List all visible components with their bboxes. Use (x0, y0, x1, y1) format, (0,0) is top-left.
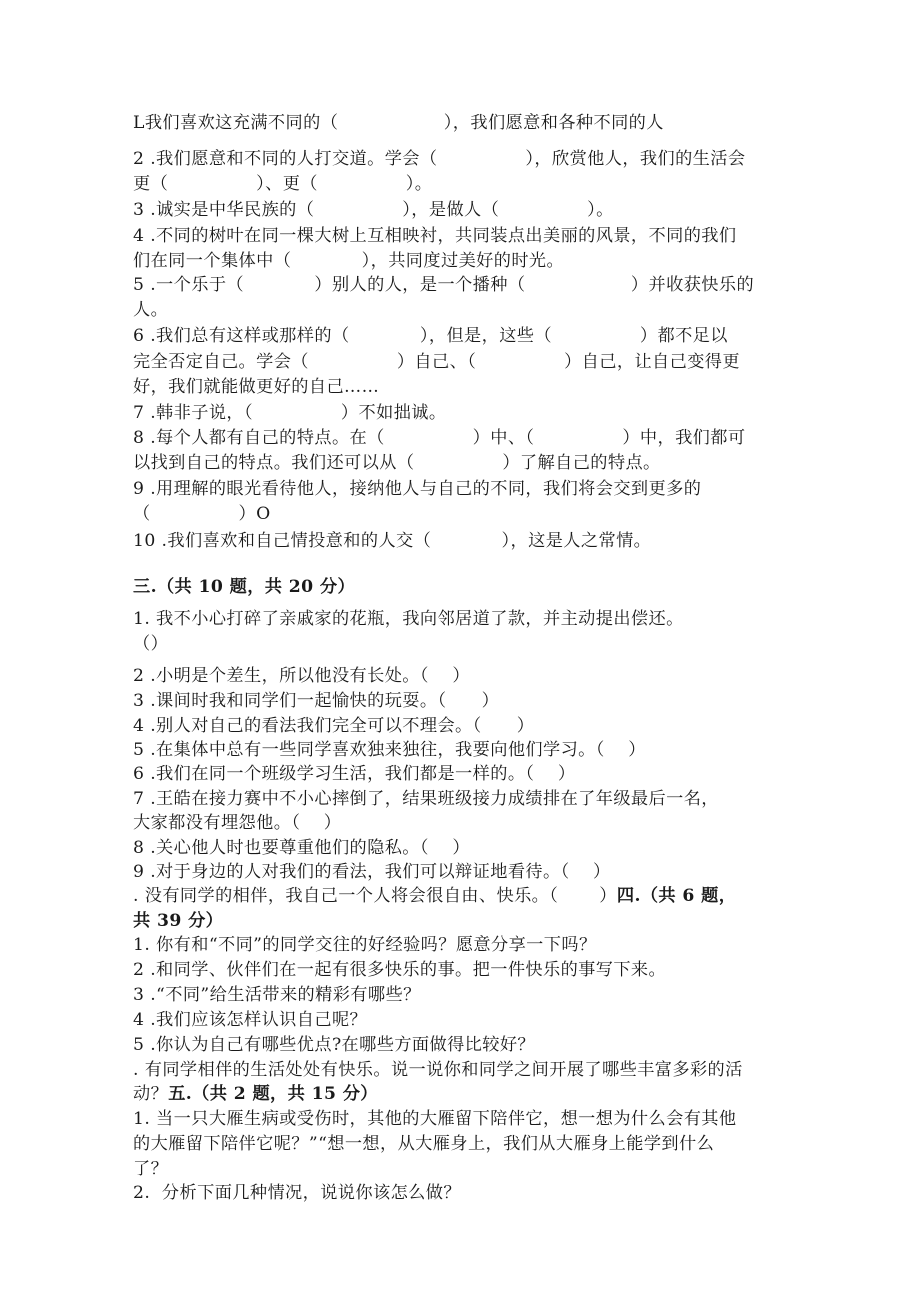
line-text: 4 .别人对自己的看法我们完全可以不理会。（ ） (133, 716, 535, 736)
fill-q9-line-2 (133, 502, 783, 526)
tf-q2 (133, 664, 783, 688)
line-text: 3 .诚实是中华民族的（ ），是做人（ ）。 (133, 200, 614, 220)
tf-q8 (133, 836, 783, 860)
tf-q3 (133, 689, 783, 713)
line-text: 动？ (133, 1084, 169, 1104)
line-text: 9 .用理解的眼光看待他人，接纳他人与自己的不同，我们将会交到更多的 (133, 479, 702, 499)
line-text: . 有同学相伴的生活处处有快乐。说一说你和同学之间开展了哪些丰富多彩的活 (133, 1060, 743, 1080)
section-4-heading-cont (133, 909, 783, 933)
tf-q10-and-section-4-heading (133, 884, 783, 908)
tf-q9 (133, 860, 783, 884)
line-text: 8 .每个人都有自己的特点。在（ ）中、（ ）中，我们都可 (133, 428, 746, 448)
sa-q6-line-2-and-section-5-heading (133, 1082, 783, 1106)
heading-text: 共 39 分） (133, 911, 224, 931)
essay-q2 (133, 1181, 783, 1205)
tf-q5 (133, 738, 783, 762)
fill-q5-line-2 (133, 298, 783, 322)
fill-q2-line-1 (133, 147, 783, 171)
line-text: 3 .课间时我和同学们一起愉快的玩耍。（ ） (133, 691, 500, 711)
fill-q6-line-3 (133, 375, 783, 399)
essay-q1-line-1 (133, 1107, 783, 1131)
fill-q8-line-2 (133, 451, 783, 475)
fill-q4-line-2 (133, 249, 783, 273)
line-text: . 没有同学的相伴，我自己一个人将会很自由、快乐。（ ） (133, 886, 617, 906)
line-text: 的大雁留下陪伴它呢？”“想一想，从大雁身上，我们从大雁身上能学到什么 (133, 1134, 715, 1154)
line-text: （ ）O (133, 504, 271, 524)
line-text: 2 .小明是个差生，所以他没有长处。（ ） (133, 666, 470, 686)
fill-q3-line-1 (133, 198, 783, 222)
line-text: 7 .韩非子说，（ ）不如拙诚。 (133, 403, 447, 423)
section-4-heading: 四.（共 6 题， (616, 886, 737, 906)
fill-q6-line-1 (133, 324, 783, 348)
fill-q1-line-1 (133, 111, 783, 135)
line-text: 7 .王皓在接力赛中不小心摔倒了，结果班级接力成绩排在了年级最后一名， (133, 789, 719, 809)
tf-q1-line-2 (133, 632, 783, 656)
fill-q7-line-1 (133, 401, 783, 425)
line-text: 1. 你有和“不同”的同学交往的好经验吗？愿意分享一下吗？ (133, 935, 597, 955)
heading-text: 三.（共 10 题，共 20 分） (133, 577, 356, 597)
fill-q6-line-2 (133, 350, 783, 374)
line-text: 6 .我们总有这样或那样的（ ），但是，这些（ ）都不足以 (133, 326, 728, 346)
line-text: 4 .我们应该怎样认识自己呢？ (133, 1010, 368, 1030)
line-text: 完全否定自己。学会（ ）自己、（ ）自己，让自己变得更 (133, 352, 740, 372)
fill-q4-line-1 (133, 224, 783, 248)
tf-q1-line-1 (133, 607, 783, 631)
line-text: 以找到自己的特点。我们还可以从（ ）了解自己的特点。 (133, 453, 661, 473)
line-text: 2 .和同学、伙伴们在一起有很多快乐的事。把一件快乐的事写下来。 (133, 960, 667, 980)
essay-q1-line-3 (133, 1157, 783, 1181)
line-text: 好，我们就能做更好的自己…… (133, 377, 380, 397)
line-text: 9 .对于身边的人对我们的看法，我们可以辩证地看待。（ ） (133, 862, 611, 882)
line-text: 人。 (133, 300, 169, 320)
sa-q1 (133, 933, 783, 957)
fill-q5-line-1 (133, 273, 783, 297)
line-text: 5 .你认为自己有哪些优点?在哪些方面做得比较好？ (133, 1035, 536, 1055)
tf-q4 (133, 714, 783, 738)
tf-q7-line-1 (133, 787, 783, 811)
tf-q6 (133, 762, 783, 786)
sa-q2 (133, 958, 783, 982)
line-text: 5 .在集体中总有一些同学喜欢独来独往，我要向他们学习。（ ） (133, 740, 646, 760)
line-text: 更（ ）、更（ ）。 (133, 174, 433, 194)
line-text: L我们喜欢这充满不同的（ ），我们愿意和各种不同的人 (133, 113, 664, 133)
sa-q4 (133, 1008, 783, 1032)
line-text: 大家都没有埋怨他。（ ） (133, 813, 342, 833)
tf-q7-line-2 (133, 811, 783, 835)
line-text: 8 .关心他人时也要尊重他们的隐私。（ ） (133, 838, 470, 858)
line-text: 们在同一个集体中（ ），共同度过美好的时光。 (133, 251, 565, 271)
sa-q6-line-1 (133, 1058, 783, 1082)
line-text: 1. 我不小心打碎了亲戚家的花瓶，我向邻居道了款，并主动提出偿还。 (133, 609, 684, 629)
line-text: 1. 当一只大雁生病或受伤时，其他的大雁留下陪伴它，想一想为什么会有其他 (133, 1109, 737, 1129)
line-text: 5 .一个乐于（ ）别人的人，是一个播种（ ）并收获快乐的 (133, 275, 755, 295)
line-text: 4 .不同的树叶在同一棵大树上互相映衬，共同装点出美丽的风景，不同的我们 (133, 226, 737, 246)
fill-q2-line-2 (133, 172, 783, 196)
line-text: 6 .我们在同一个班级学习生活，我们都是一样的。（ ） (133, 764, 576, 784)
fill-q10-line-1 (133, 529, 783, 553)
line-text: 2 .我们愿意和不同的人打交道。学会（ ），欣赏他人，我们的生活会 (133, 149, 746, 169)
line-text: 10 .我们喜欢和自己情投意和的人交（ ），这是人之常情。 (133, 531, 652, 551)
section-3-heading (133, 575, 783, 599)
sa-q3 (133, 983, 783, 1007)
line-text: （） (133, 634, 169, 654)
fill-q9-line-1 (133, 477, 783, 501)
fill-q8-line-1 (133, 426, 783, 450)
section-5-heading: 五.（共 2 题，共 15 分） (168, 1084, 378, 1104)
line-text: 3 .“不同”给生活带来的精彩有哪些？ (133, 985, 421, 1005)
line-text: 了？ (133, 1159, 169, 1179)
sa-q5 (133, 1033, 783, 1057)
essay-q1-line-2 (133, 1132, 783, 1156)
line-text: 2. 分析下面几种情况，说说你该怎么做？ (133, 1183, 461, 1203)
